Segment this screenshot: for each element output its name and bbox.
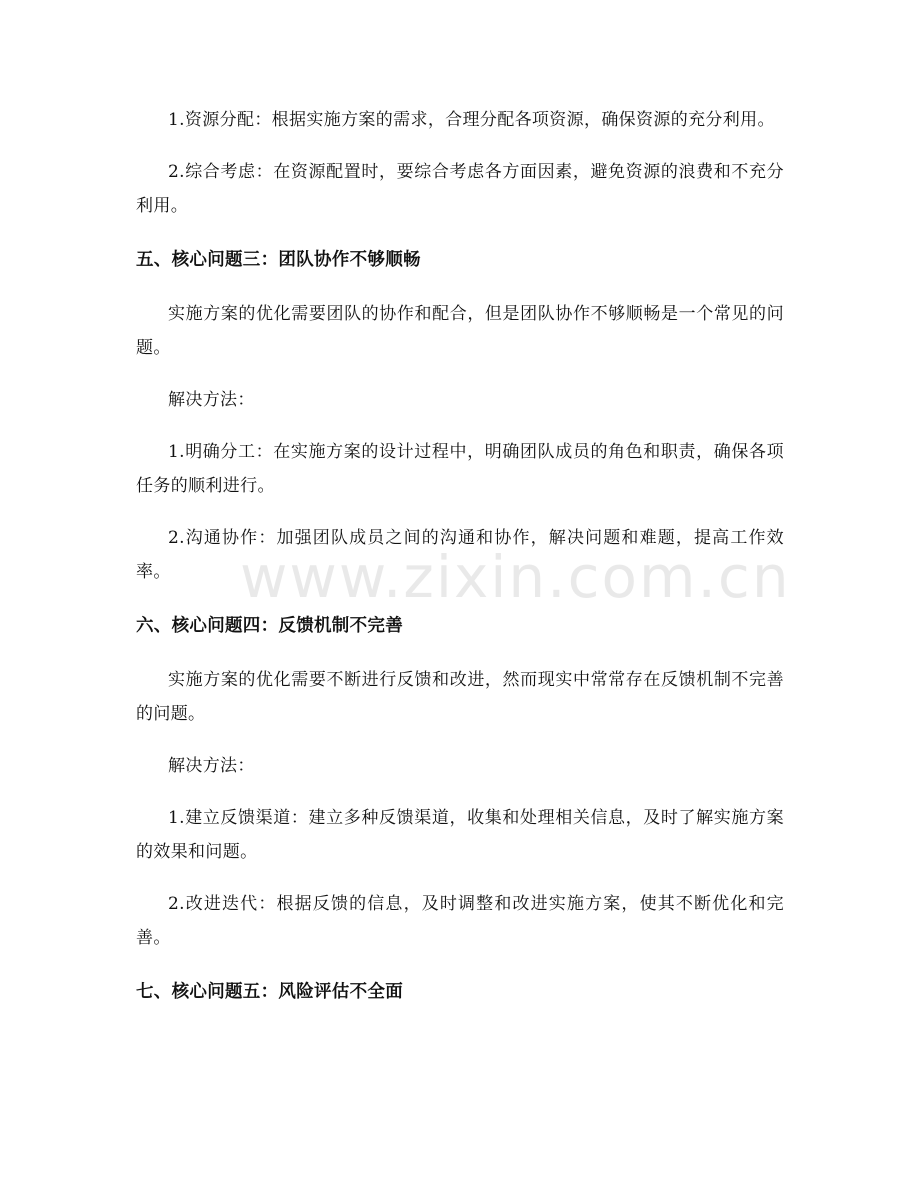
section-heading-7: 七、核心问题五：风险评估不全面 bbox=[136, 982, 403, 1002]
paragraph-communication: 2.沟通协作：加强团队成员之间的沟通和协作，解决问题和难题，提高工作效率。 bbox=[136, 528, 784, 582]
paragraph-solution-label-1: 解决方法： bbox=[168, 390, 255, 410]
paragraph-resource-allocation: 1.资源分配：根据实施方案的需求，合理分配各项资源，确保资源的充分利用。 bbox=[168, 110, 775, 130]
section-heading-6: 六、核心问题四：反馈机制不完善 bbox=[136, 616, 403, 636]
watermark: www.zixin.com.cn bbox=[240, 543, 791, 611]
paragraph-comprehensive-consideration: 2.综合考虑：在资源配置时，要综合考虑各方面因素，避免资源的浪费和不充分利用。 bbox=[136, 162, 784, 216]
document-body bbox=[136, 103, 791, 1009]
paragraph-solution-label-2: 解决方法： bbox=[168, 756, 255, 776]
paragraph-feedback-intro: 实施方案的优化需要不断进行反馈和改进，然而现实中常常存在反馈机制不完善的问题。 bbox=[136, 670, 784, 724]
paragraph-teamwork-intro: 实施方案的优化需要团队的协作和配合，但是团队协作不够顺畅是一个常见的问题。 bbox=[136, 304, 784, 358]
section-heading-5: 五、核心问题三：团队协作不够顺畅 bbox=[136, 250, 421, 270]
paragraph-feedback-channel: 1.建立反馈渠道：建立多种反馈渠道，收集和处理相关信息，及时了解实施方案的效果和问题。 bbox=[136, 808, 784, 862]
paragraph-iteration: 2.改进迭代：根据反馈的信息，及时调整和改进实施方案，使其不断优化和完善。 bbox=[136, 894, 784, 948]
paragraph-clear-division: 1.明确分工：在实施方案的设计过程中，明确团队成员的角色和职责，确保各项任务的顺利进行。 bbox=[136, 442, 784, 496]
